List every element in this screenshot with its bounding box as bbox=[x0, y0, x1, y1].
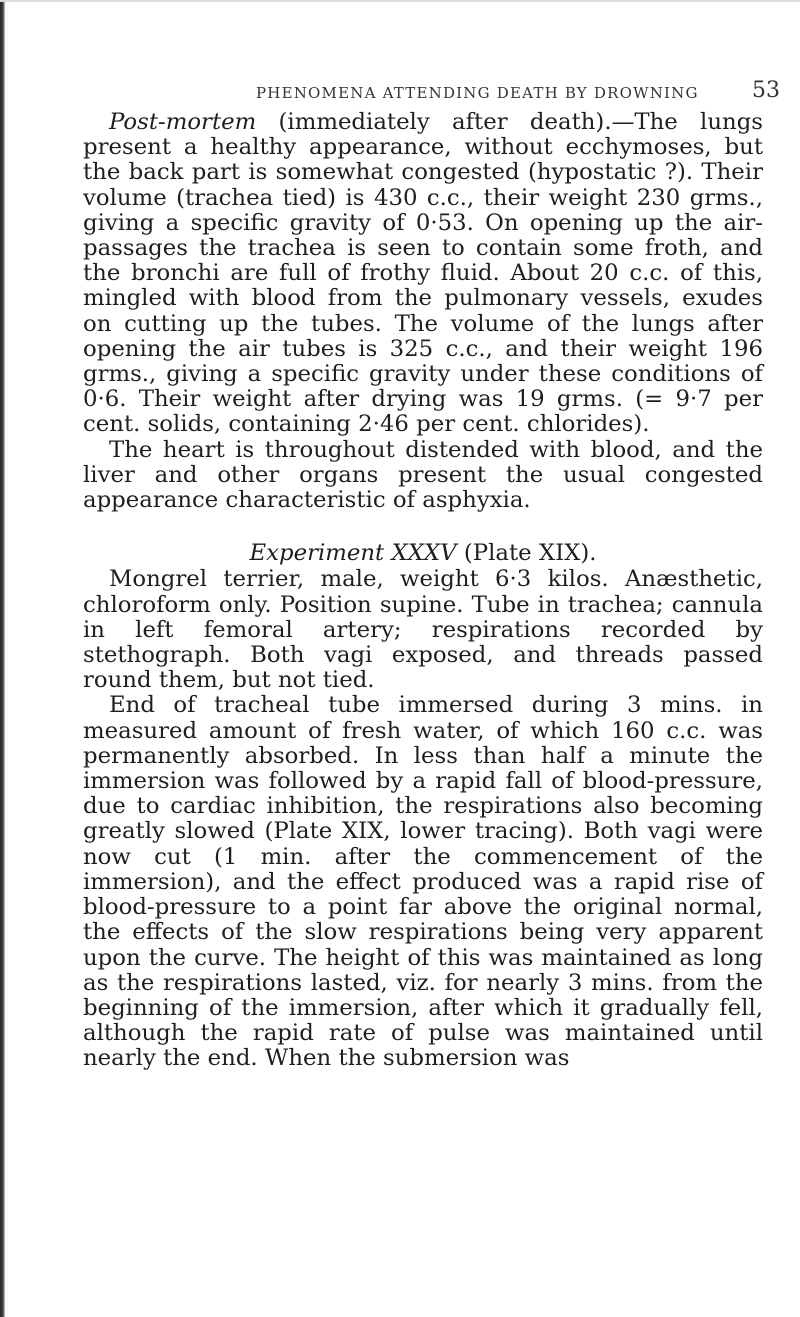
page-top-edge bbox=[0, 0, 800, 2]
paragraph-heart: The heart is throughout distended with blood, and the liver and other organs present the usual congested appearance characteristic of asphyxia. bbox=[83, 436, 763, 514]
paragraph-post-mortem bbox=[83, 110, 763, 438]
paragraph-immersion: End of tracheal tube immersed during 3 mins. in measured amount of fresh water, of which 160 c.c. was permanently absorbed. In less than half a minute the immersion was followed by a rapid fall of blood-pressure, due to cardiac inhibition, the respirations also becoming greatly slowed (Plate XIX, lower tracing). Both vagi were now cut (1 min. after the commencement of the immersion), and the effect produced was a rapid rise of blood-pressure to a point far above the original normal, the effects of the slow respirations being very apparent upon the curve. The height of this was maintained as long as the respirations lasted, viz. for nearly 3 mins. from the beginning of the immersion, after which it gradually fell, although the rapid rate of pulse was maintained until nearly the end. When the submersion was bbox=[83, 692, 763, 1072]
post-mortem-text: (immediately after death).—The lungs present a healthy appearance, without ecchymoses, but the back part is somewhat congested (hypostatic ?). Their volume (trachea tied) is 430 c.c., their weight 230 grms., giving a specific gravity of 0·53. On opening up the air-passages the trachea is seen to contain some froth, and the bronchi are full of frothy fluid. About 20 c.c. of this, mingled with blood from the pulmonary vessels, exudes on cutting up the tubes. The volume of the lungs after opening the air tubes is 325 c.c., and their weight 196 grms., giving a specific gravity under these conditions of 0·6. Their weight after drying was 19 grms. (= 9·7 per cent. solids, containing 2·46 per cent. chlorides). bbox=[83, 109, 763, 438]
experiment-plate: (Plate XIX). bbox=[456, 540, 597, 567]
body-text bbox=[83, 110, 763, 1072]
experiment-title: Experiment XXXV bbox=[249, 540, 457, 567]
experiment-heading bbox=[83, 513, 763, 567]
paragraph-subject: Mongrel terrier, male, weight 6·3 kilos. Anæsthetic, chloroform only. Position supine. Tube in trachea; cannula in left femoral artery; respirations recorded by stethograph. Both vagi exposed, and threads passed round them, but not tied. bbox=[83, 566, 763, 694]
page-binding-edge bbox=[0, 0, 5, 1317]
post-mortem-lead: Post-mortem bbox=[109, 109, 257, 135]
page-number: 53 bbox=[752, 78, 780, 103]
running-head: PHENOMENA ATTENDING DEATH BY DROWNING bbox=[256, 84, 699, 102]
